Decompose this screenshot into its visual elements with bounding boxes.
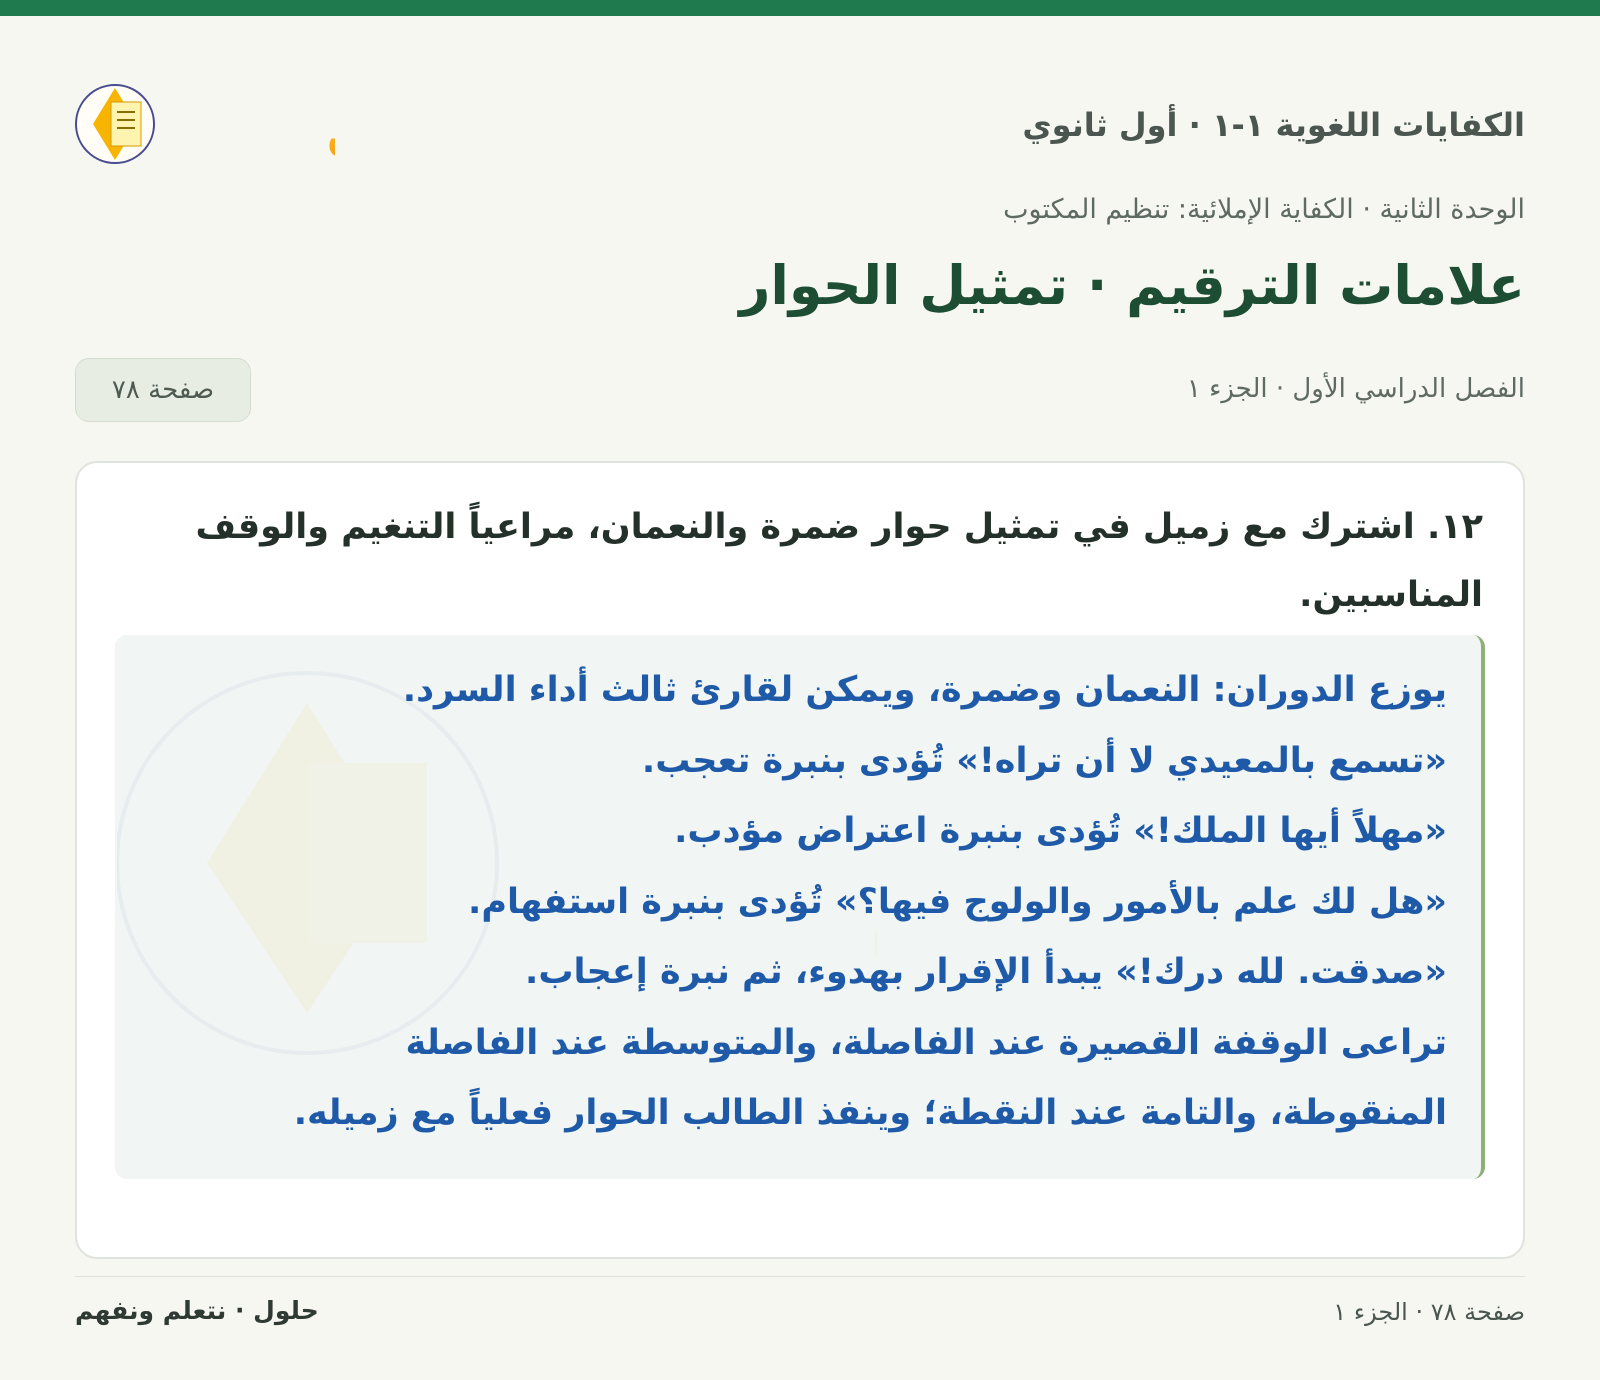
semester-info: الفصل الدراسي الأول · الجزء ١: [1186, 374, 1525, 404]
logo-icon: [75, 66, 335, 176]
question-card: [75, 461, 1525, 1259]
lesson-title: علامات الترقيم · تمثيل الحوار: [739, 254, 1525, 317]
footer-page-info: صفحة ٧٨ · الجزء ١: [1333, 1298, 1525, 1326]
hulul-logo[interactable]: [75, 66, 335, 176]
answer-line: «تسمع بالمعيدي لا أن تراه!» تُؤدى بنبرة تعجب.: [641, 740, 1447, 781]
top-accent-bar: [0, 0, 1600, 16]
answer-line: تراعى الوقفة القصيرة عند الفاصلة، والمتوسطة عند الفاصلة: [405, 1022, 1447, 1063]
answer-box: [115, 635, 1485, 1179]
page-number-badge: صفحة ٧٨: [75, 358, 251, 422]
book-title: الكفايات اللغوية ١-١ · أول ثانوي: [1022, 106, 1525, 144]
answer-line: المنقوطة، والتامة عند النقطة؛ وينفذ الطالب الحوار فعلياً مع زميله.: [293, 1093, 1447, 1133]
svg-text:حلول: [325, 90, 335, 164]
meta-row: [75, 358, 1525, 424]
page: [0, 16, 1600, 1380]
footer-divider: [75, 1276, 1525, 1277]
unit-subtitle: الوحدة الثانية · الكفاية الإملائية: تنظيم المكتوب: [1003, 194, 1525, 225]
footer-brand[interactable]: حلول · نتعلم ونفهم: [75, 1296, 319, 1325]
question-text: ١٢. اشترك مع زميل في تمثيل حوار ضمرة والنعمان، مراعياً التنغيم والوقف المناسبين.: [195, 507, 1483, 615]
answer-line: «صدقت. لله درك!» يبدأ الإقرار بهدوء، ثم نبرة إعجاب.: [525, 952, 1447, 992]
answer-line: «هل لك علم بالأمور والولوج فيها؟» تُؤدى بنبرة استفهام.: [468, 881, 1447, 922]
answer-line: يوزع الدوران: النعمان وضمرة، ويمكن لقارئ ثالث أداء السرد.: [402, 670, 1447, 710]
answer-line: «مهلاً أيها الملك!» تُؤدى بنبرة اعتراض مؤدب.: [674, 811, 1447, 851]
header: [75, 56, 1525, 176]
